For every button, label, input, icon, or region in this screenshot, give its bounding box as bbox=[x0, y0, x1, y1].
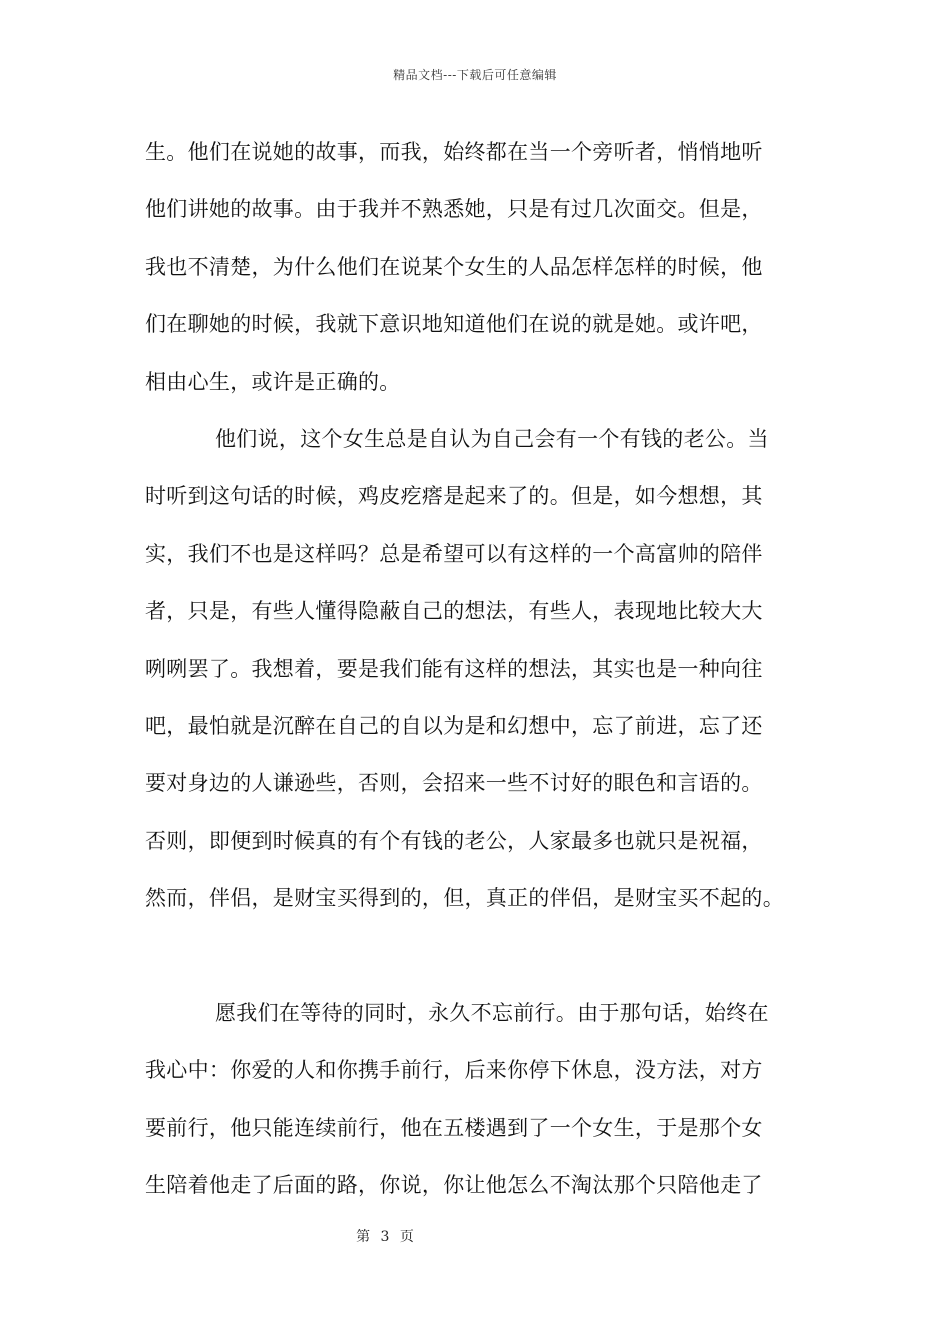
text-line: 我也不清楚，为什么他们在说某个女生的人品怎样怎样的时候，他 bbox=[145, 254, 763, 279]
document-body bbox=[145, 132, 810, 1222]
text-line: 相由心生，或许是正确的。 bbox=[145, 369, 401, 394]
text-line: 否则，即便到时候真的有个有钱的老公，人家最多也就只是祝福， bbox=[145, 828, 763, 853]
text-line: 要前行，他只能连续前行，他在五楼遇到了一个女生，于是那个女 bbox=[145, 1115, 763, 1140]
page-header: 精品文档---下载后可任意编辑 bbox=[393, 68, 557, 82]
text-line: 我心中：你爱的人和你携手前行，后来你停下休息，没方法，对方 bbox=[145, 1058, 763, 1083]
text-line: 要对身边的人谦逊些，否则，会招来一些不讨好的眼色和言语的。 bbox=[145, 771, 763, 796]
paragraph-start-line: 愿我们在等待的同时，永久不忘前行。由于那句话，始终在 bbox=[215, 1000, 769, 1025]
text-line: 生。他们在说她的故事，而我，始终都在当一个旁听者，悄悄地听 bbox=[145, 140, 763, 164]
text-line: 生陪着他走了后面的路，你说，你让他怎么不淘汰那个只陪他走了 bbox=[145, 1173, 763, 1198]
page-footer bbox=[0, 1226, 770, 1246]
paragraph-gap bbox=[145, 935, 810, 992]
text-line: 们在聊她的时候，我就下意识地知道他们在说的就是她。或许吧， bbox=[145, 312, 763, 337]
page-label-prefix: 第 bbox=[356, 1229, 371, 1245]
text-line: 者，只是，有些人懂得隐蔽自己的想法，有些人，表现地比较大大 bbox=[145, 599, 763, 624]
page-label-suffix: 页 bbox=[399, 1229, 414, 1245]
paragraph-start-line: 他们说，这个女生总是自认为自己会有一个有钱的老公。当 bbox=[215, 426, 769, 451]
page-number: 3 bbox=[380, 1229, 390, 1245]
text-line: 吧，最怕就是沉醉在自己的自以为是和幻想中，忘了前进，忘了还 bbox=[145, 713, 763, 738]
text-line: 然而，伴侣，是财宝买得到的，但，真正的伴侣，是财宝买不起的。 bbox=[145, 886, 784, 911]
text-line: 他们讲她的故事。由于我并不熟悉她，只是有过几次面交。但是， bbox=[145, 197, 763, 222]
text-line: 时听到这句话的时候，鸡皮疙瘩是起来了的。但是，如今想想，其 bbox=[145, 484, 763, 509]
text-line: 咧咧罢了。我想着，要是我们能有这样的想法，其实也是一种向往 bbox=[145, 656, 763, 681]
text-line: 实，我们不也是这样吗？总是希望可以有这样的一个高富帅的陪伴 bbox=[145, 541, 763, 566]
